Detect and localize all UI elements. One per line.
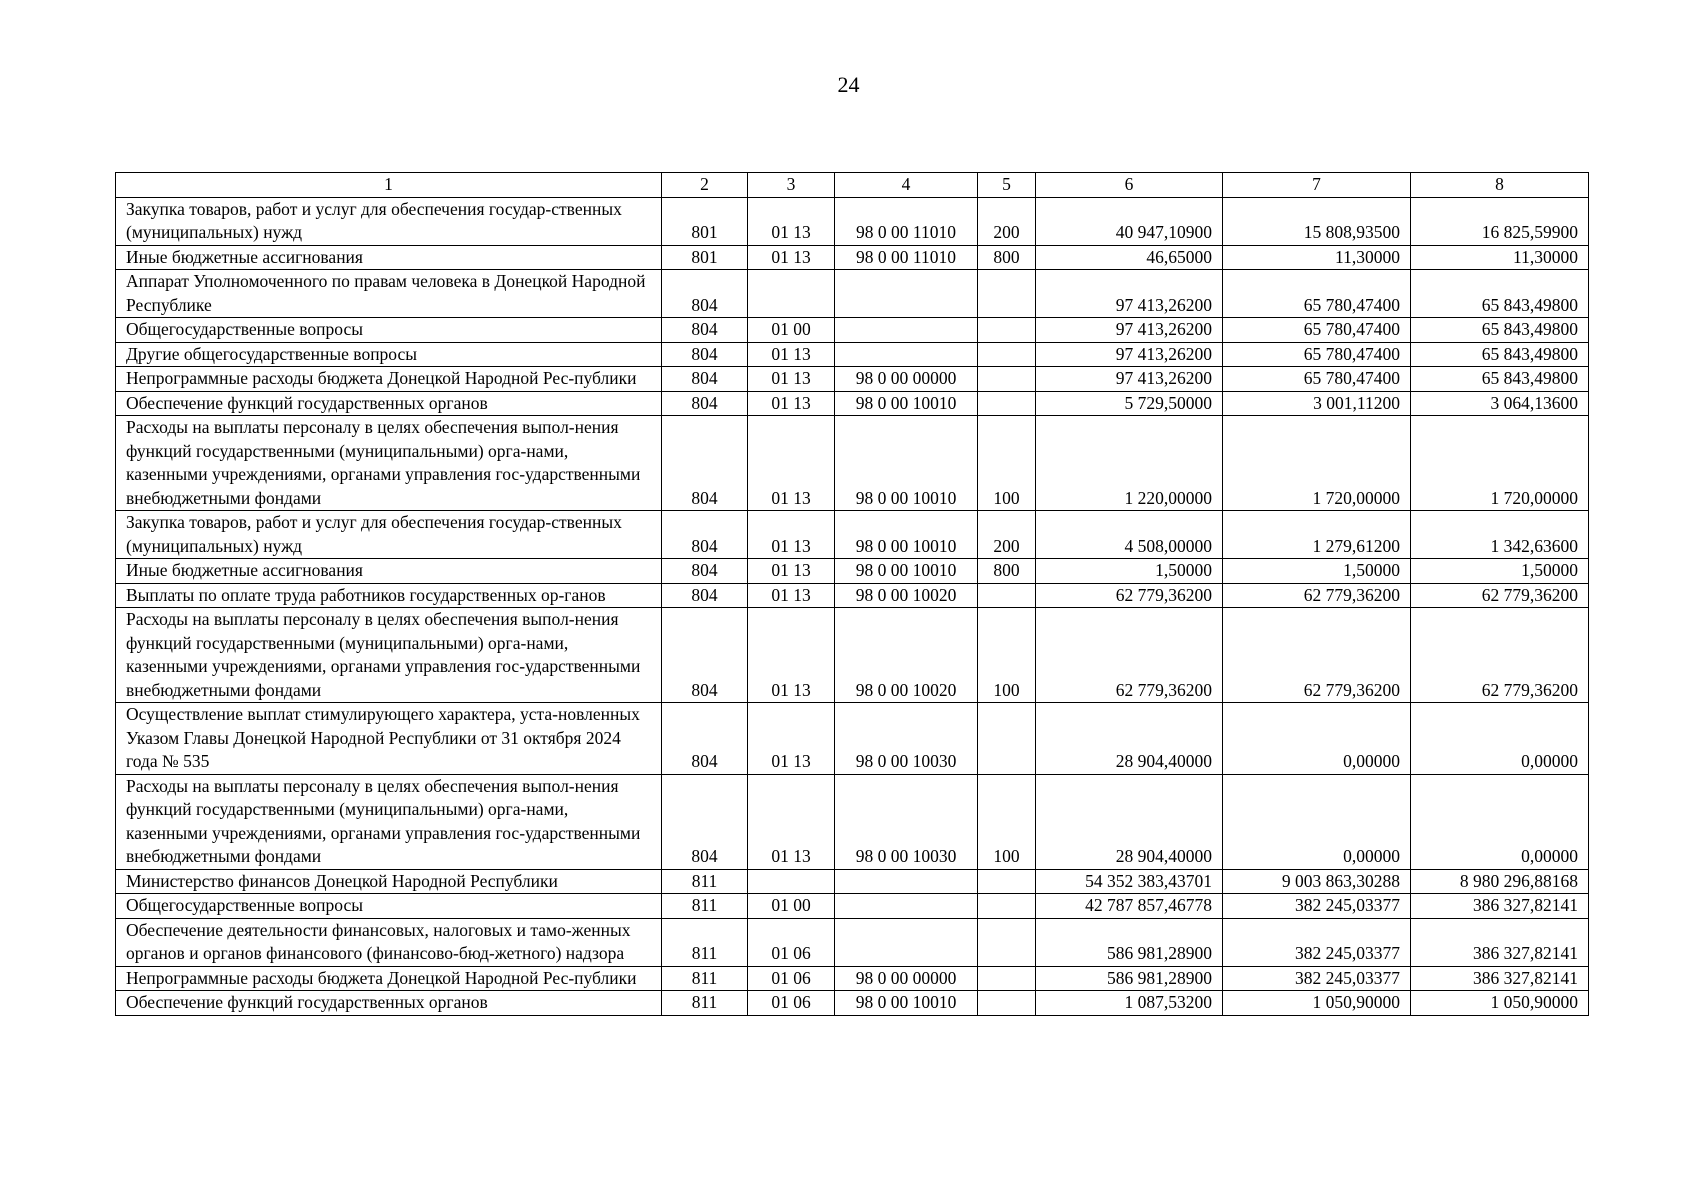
row-name-cell: Расходы на выплаты персоналу в целях обеспечения выпол-нения функций государственными (муниципальными) орга-нами, казенными учреждениями, органами управления гос-ударственными внебюджетными фондами bbox=[116, 608, 662, 703]
section-code-cell: 01 13 bbox=[748, 416, 835, 511]
expense-type-cell: 100 bbox=[978, 774, 1036, 869]
expense-type-cell: 800 bbox=[978, 245, 1036, 270]
amount-col8-cell: 65 843,49800 bbox=[1411, 342, 1589, 367]
amount-col8-cell: 386 327,82141 bbox=[1411, 918, 1589, 966]
table-row bbox=[116, 869, 1589, 894]
column-header: 7 bbox=[1223, 173, 1411, 198]
section-code-cell: 01 00 bbox=[748, 894, 835, 919]
target-article-cell: 98 0 00 00000 bbox=[835, 966, 978, 991]
column-header: 1 bbox=[116, 173, 662, 198]
amount-col8-cell: 65 843,49800 bbox=[1411, 318, 1589, 343]
section-code-cell: 01 13 bbox=[748, 774, 835, 869]
target-article-cell: 98 0 00 10010 bbox=[835, 391, 978, 416]
admin-code-cell: 811 bbox=[662, 869, 748, 894]
amount-col7-cell: 65 780,47400 bbox=[1223, 318, 1411, 343]
row-name-cell: Общегосударственные вопросы bbox=[116, 894, 662, 919]
target-article-cell: 98 0 00 10030 bbox=[835, 774, 978, 869]
target-article-cell bbox=[835, 342, 978, 367]
amount-col8-cell: 62 779,36200 bbox=[1411, 583, 1589, 608]
admin-code-cell: 804 bbox=[662, 391, 748, 416]
table-row bbox=[116, 608, 1589, 703]
table-row bbox=[116, 367, 1589, 392]
amount-col6-cell: 4 508,00000 bbox=[1036, 511, 1223, 559]
table-row bbox=[116, 991, 1589, 1016]
expense-type-cell bbox=[978, 991, 1036, 1016]
column-header: 3 bbox=[748, 173, 835, 198]
amount-col7-cell: 62 779,36200 bbox=[1223, 608, 1411, 703]
row-name-cell: Министерство финансов Донецкой Народной Республики bbox=[116, 869, 662, 894]
row-name-cell: Обеспечение деятельности финансовых, налоговых и тамо-женных органов и органов финансового (финансово-бюд-жетного) надзора bbox=[116, 918, 662, 966]
section-code-cell: 01 06 bbox=[748, 966, 835, 991]
admin-code-cell: 804 bbox=[662, 342, 748, 367]
amount-col6-cell: 40 947,10900 bbox=[1036, 197, 1223, 245]
amount-col8-cell: 11,30000 bbox=[1411, 245, 1589, 270]
amount-col6-cell: 46,65000 bbox=[1036, 245, 1223, 270]
amount-col6-cell: 1,50000 bbox=[1036, 559, 1223, 584]
expense-type-cell bbox=[978, 583, 1036, 608]
amount-col7-cell: 3 001,11200 bbox=[1223, 391, 1411, 416]
target-article-cell: 98 0 00 11010 bbox=[835, 245, 978, 270]
target-article-cell bbox=[835, 869, 978, 894]
section-code-cell: 01 13 bbox=[748, 197, 835, 245]
admin-code-cell: 804 bbox=[662, 559, 748, 584]
expense-type-cell bbox=[978, 342, 1036, 367]
amount-col7-cell: 65 780,47400 bbox=[1223, 270, 1411, 318]
target-article-cell: 98 0 00 10010 bbox=[835, 416, 978, 511]
amount-col8-cell: 386 327,82141 bbox=[1411, 894, 1589, 919]
admin-code-cell: 801 bbox=[662, 245, 748, 270]
section-code-cell bbox=[748, 270, 835, 318]
expense-type-cell bbox=[978, 703, 1036, 775]
expense-type-cell bbox=[978, 367, 1036, 392]
admin-code-cell: 804 bbox=[662, 318, 748, 343]
amount-col7-cell: 1 279,61200 bbox=[1223, 511, 1411, 559]
target-article-cell: 98 0 00 10020 bbox=[835, 608, 978, 703]
expense-type-cell: 100 bbox=[978, 608, 1036, 703]
amount-col7-cell: 382 245,03377 bbox=[1223, 894, 1411, 919]
amount-col6-cell: 1 087,53200 bbox=[1036, 991, 1223, 1016]
expense-type-cell bbox=[978, 869, 1036, 894]
column-header: 8 bbox=[1411, 173, 1589, 198]
column-header: 2 bbox=[662, 173, 748, 198]
column-header: 5 bbox=[978, 173, 1036, 198]
expense-type-cell: 800 bbox=[978, 559, 1036, 584]
amount-col6-cell: 5 729,50000 bbox=[1036, 391, 1223, 416]
table-row bbox=[116, 318, 1589, 343]
admin-code-cell: 804 bbox=[662, 608, 748, 703]
section-code-cell: 01 13 bbox=[748, 511, 835, 559]
target-article-cell bbox=[835, 894, 978, 919]
target-article-cell: 98 0 00 10010 bbox=[835, 511, 978, 559]
amount-col7-cell: 65 780,47400 bbox=[1223, 342, 1411, 367]
target-article-cell bbox=[835, 918, 978, 966]
admin-code-cell: 804 bbox=[662, 416, 748, 511]
table-row bbox=[116, 774, 1589, 869]
admin-code-cell: 804 bbox=[662, 583, 748, 608]
section-code-cell: 01 13 bbox=[748, 245, 835, 270]
row-name-cell: Расходы на выплаты персоналу в целях обеспечения выпол-нения функций государственными (муниципальными) орга-нами, казенными учреждениями, органами управления гос-ударственными внебюджетными фондами bbox=[116, 774, 662, 869]
expense-type-cell: 200 bbox=[978, 197, 1036, 245]
expense-type-cell bbox=[978, 894, 1036, 919]
amount-col8-cell: 62 779,36200 bbox=[1411, 608, 1589, 703]
admin-code-cell: 804 bbox=[662, 774, 748, 869]
section-code-cell: 01 13 bbox=[748, 367, 835, 392]
amount-col8-cell: 1 050,90000 bbox=[1411, 991, 1589, 1016]
target-article-cell: 98 0 00 11010 bbox=[835, 197, 978, 245]
budget-table bbox=[115, 172, 1589, 1016]
target-article-cell: 98 0 00 00000 bbox=[835, 367, 978, 392]
amount-col6-cell: 97 413,26200 bbox=[1036, 342, 1223, 367]
amount-col6-cell: 97 413,26200 bbox=[1036, 270, 1223, 318]
admin-code-cell: 804 bbox=[662, 367, 748, 392]
expense-type-cell bbox=[978, 318, 1036, 343]
expense-type-cell bbox=[978, 918, 1036, 966]
admin-code-cell: 804 bbox=[662, 703, 748, 775]
amount-col6-cell: 97 413,26200 bbox=[1036, 367, 1223, 392]
row-name-cell: Другие общегосударственные вопросы bbox=[116, 342, 662, 367]
amount-col7-cell: 62 779,36200 bbox=[1223, 583, 1411, 608]
table-body bbox=[116, 197, 1589, 1015]
amount-col7-cell: 1 720,00000 bbox=[1223, 416, 1411, 511]
amount-col6-cell: 97 413,26200 bbox=[1036, 318, 1223, 343]
column-header: 4 bbox=[835, 173, 978, 198]
table-row bbox=[116, 391, 1589, 416]
section-code-cell: 01 13 bbox=[748, 703, 835, 775]
amount-col7-cell: 0,00000 bbox=[1223, 774, 1411, 869]
amount-col8-cell: 0,00000 bbox=[1411, 774, 1589, 869]
row-name-cell: Непрограммные расходы бюджета Донецкой Народной Рес-публики bbox=[116, 966, 662, 991]
target-article-cell: 98 0 00 10010 bbox=[835, 991, 978, 1016]
amount-col6-cell: 28 904,40000 bbox=[1036, 774, 1223, 869]
table-row bbox=[116, 559, 1589, 584]
section-code-cell bbox=[748, 869, 835, 894]
row-name-cell: Закупка товаров, работ и услуг для обеспечения государ-ственных (муниципальных) нужд bbox=[116, 511, 662, 559]
amount-col6-cell: 42 787 857,46778 bbox=[1036, 894, 1223, 919]
table-row bbox=[116, 197, 1589, 245]
row-name-cell: Обеспечение функций государственных органов bbox=[116, 391, 662, 416]
amount-col7-cell: 382 245,03377 bbox=[1223, 918, 1411, 966]
table-row bbox=[116, 416, 1589, 511]
admin-code-cell: 804 bbox=[662, 511, 748, 559]
row-name-cell: Иные бюджетные ассигнования bbox=[116, 559, 662, 584]
table-row bbox=[116, 270, 1589, 318]
expense-type-cell bbox=[978, 966, 1036, 991]
amount-col6-cell: 586 981,28900 bbox=[1036, 966, 1223, 991]
amount-col7-cell: 1,50000 bbox=[1223, 559, 1411, 584]
column-header: 6 bbox=[1036, 173, 1223, 198]
section-code-cell: 01 13 bbox=[748, 583, 835, 608]
section-code-cell: 01 06 bbox=[748, 991, 835, 1016]
amount-col8-cell: 8 980 296,88168 bbox=[1411, 869, 1589, 894]
amount-col6-cell: 586 981,28900 bbox=[1036, 918, 1223, 966]
amount-col7-cell: 1 050,90000 bbox=[1223, 991, 1411, 1016]
amount-col6-cell: 62 779,36200 bbox=[1036, 583, 1223, 608]
section-code-cell: 01 13 bbox=[748, 559, 835, 584]
amount-col7-cell: 9 003 863,30288 bbox=[1223, 869, 1411, 894]
amount-col8-cell: 65 843,49800 bbox=[1411, 367, 1589, 392]
table-row bbox=[116, 342, 1589, 367]
table-row bbox=[116, 966, 1589, 991]
admin-code-cell: 811 bbox=[662, 918, 748, 966]
row-name-cell: Закупка товаров, работ и услуг для обеспечения государ-ственных (муниципальных) нужд bbox=[116, 197, 662, 245]
amount-col7-cell: 11,30000 bbox=[1223, 245, 1411, 270]
amount-col7-cell: 0,00000 bbox=[1223, 703, 1411, 775]
page-number: 24 bbox=[837, 72, 860, 97]
target-article-cell: 98 0 00 10030 bbox=[835, 703, 978, 775]
admin-code-cell: 811 bbox=[662, 894, 748, 919]
amount-col8-cell: 3 064,13600 bbox=[1411, 391, 1589, 416]
table-row bbox=[116, 894, 1589, 919]
expense-type-cell bbox=[978, 270, 1036, 318]
target-article-cell: 98 0 00 10010 bbox=[835, 559, 978, 584]
table-row bbox=[116, 918, 1589, 966]
amount-col7-cell: 382 245,03377 bbox=[1223, 966, 1411, 991]
row-name-cell: Осуществление выплат стимулирующего характера, уста-новленных Указом Главы Донецкой Народной Республики от 31 октября 2024 года № 535 bbox=[116, 703, 662, 775]
amount-col8-cell: 1 342,63600 bbox=[1411, 511, 1589, 559]
amount-col8-cell: 65 843,49800 bbox=[1411, 270, 1589, 318]
table-row bbox=[116, 511, 1589, 559]
row-name-cell: Выплаты по оплате труда работников государственных ор-ганов bbox=[116, 583, 662, 608]
section-code-cell: 01 13 bbox=[748, 608, 835, 703]
admin-code-cell: 811 bbox=[662, 966, 748, 991]
target-article-cell bbox=[835, 318, 978, 343]
table-row bbox=[116, 583, 1589, 608]
amount-col6-cell: 62 779,36200 bbox=[1036, 608, 1223, 703]
amount-col6-cell: 28 904,40000 bbox=[1036, 703, 1223, 775]
target-article-cell: 98 0 00 10020 bbox=[835, 583, 978, 608]
admin-code-cell: 801 bbox=[662, 197, 748, 245]
section-code-cell: 01 13 bbox=[748, 391, 835, 416]
row-name-cell: Расходы на выплаты персоналу в целях обеспечения выпол-нения функций государственными (муниципальными) орга-нами, казенными учреждениями, органами управления гос-ударственными внебюджетными фондами bbox=[116, 416, 662, 511]
admin-code-cell: 804 bbox=[662, 270, 748, 318]
expense-type-cell: 100 bbox=[978, 416, 1036, 511]
expense-type-cell bbox=[978, 391, 1036, 416]
section-code-cell: 01 13 bbox=[748, 342, 835, 367]
row-name-cell: Обеспечение функций государственных органов bbox=[116, 991, 662, 1016]
section-code-cell: 01 06 bbox=[748, 918, 835, 966]
table-row bbox=[116, 703, 1589, 775]
amount-col8-cell: 386 327,82141 bbox=[1411, 966, 1589, 991]
amount-col7-cell: 15 808,93500 bbox=[1223, 197, 1411, 245]
target-article-cell bbox=[835, 270, 978, 318]
expense-type-cell: 200 bbox=[978, 511, 1036, 559]
row-name-cell: Непрограммные расходы бюджета Донецкой Народной Рес-публики bbox=[116, 367, 662, 392]
row-name-cell: Иные бюджетные ассигнования bbox=[116, 245, 662, 270]
row-name-cell: Аппарат Уполномоченного по правам человека в Донецкой Народной Республике bbox=[116, 270, 662, 318]
table-header-row bbox=[116, 173, 1589, 198]
section-code-cell: 01 00 bbox=[748, 318, 835, 343]
amount-col8-cell: 16 825,59900 bbox=[1411, 197, 1589, 245]
amount-col6-cell: 54 352 383,43701 bbox=[1036, 869, 1223, 894]
admin-code-cell: 811 bbox=[662, 991, 748, 1016]
table-row bbox=[116, 245, 1589, 270]
amount-col8-cell: 1,50000 bbox=[1411, 559, 1589, 584]
amount-col8-cell: 1 720,00000 bbox=[1411, 416, 1589, 511]
row-name-cell: Общегосударственные вопросы bbox=[116, 318, 662, 343]
amount-col6-cell: 1 220,00000 bbox=[1036, 416, 1223, 511]
amount-col8-cell: 0,00000 bbox=[1411, 703, 1589, 775]
amount-col7-cell: 65 780,47400 bbox=[1223, 367, 1411, 392]
